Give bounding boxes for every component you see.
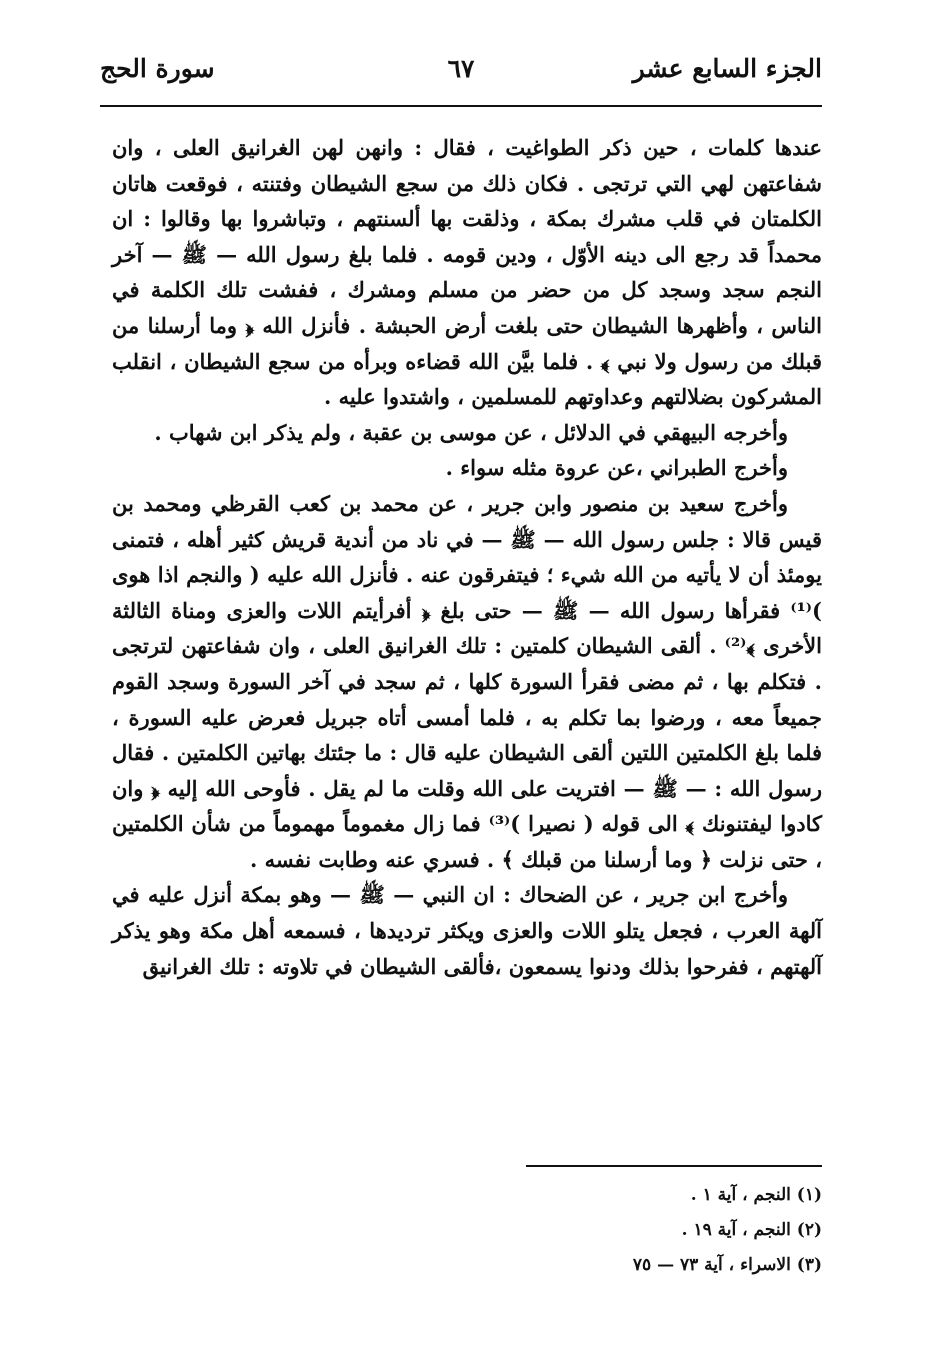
paragraph-2: وأخرجه البيهقي في الدلائل ، عن موسى بن عقبة ، ولم يذكر ابن شهاب . [154,419,788,445]
paragraph-4: وأخرج سعيد بن منصور وابن جرير ، عن محمد بن كعب القرظي ومحمد بن قيس قالا : جلس رسول الله — ﷺ — في ناد من أندية قريش كثير أهله ، فتمنى يومئذ أن لا يأتيه من الله شيء ؛ فيتفرقون عنه . فأنزل الله عليه ( والنجم اذا هوى )⁽¹⁾ فقرأها رسول الله — ﷺ — حتى بلغ ﴿ أفرأيتم اللات والعزى ومناة الثالثة الأخرى ﴾⁽²⁾ . ألقى الشيطان كلمتين : تلك الغرانيق العلى ، وان شفاعتهن لترتجى . فتكلم بها ، ثم مضى فقرأ السورة كلها ، ثم سجد في آخر السورة وسجد القوم جميعاً معه ، ورضوا بما تكلم به ، فلما أمسى أتاه جبريل فعرض عليه السورة ، فلما بلغ الكلمتين اللتين ألقى الشيطان عليه قال : ما جئتك بهاتين الكلمتين . فقال رسول الله : — ﷺ — افتريت على الله وقلت ما لم يقل . فأوحى الله إليه ﴿ وان كادوا ليفتنونك ﴾ الى قوله ( نصيرا )⁽³⁾ فما زال مغموماً مهموماً من شأن الكلمتين ، حتى نزلت ﴿ وما أرسلنا من قبلك ﴾ . فسري عنه وطابت نفسه . [112,490,822,872]
footnote-3: (٣) الاسراء ، آية ٧٣ — ٧٥ [632,1255,822,1275]
paragraph-1: عندها كلمات ، حين ذكر الطواغيت ، فقال : وانهن لهن الغرانيق العلى ، وان شفاعتهن لهي التي ترتجى . فكان ذلك من سجع الشيطان وفتنته ، فوقعت هاتان الكلمتان في قلب مشرك بمكة ، وذلقت بها ألسنتهم ، وتباشروا بها وقالوا : ان محمداً قد رجع الى دينه الأوّل ، ودين قومه . فلما بلغ رسول الله — ﷺ — آخر النجم سجد وسجد كل من حضر من مسلم ومشرك ، ففشت تلك الكلمة في الناس ، وأظهرها الشيطان حتى بلغت أرض الحبشة . فأنزل الله ﴿ وما أرسلنا من قبلك من رسول ولا نبي ﴾ . فلما بيَّن الله قضاءه وبرأه من سجع الشيطان ، انقلب المشركون بضلالتهم وعداوتهم للمسلمين ، واشتدوا عليه . [112,135,822,410]
running-header [100,40,822,98]
page-number: ٦٧ [447,54,475,83]
main-text [112,130,822,984]
paragraph-5: وأخرج ابن جرير ، عن الضحاك : ان النبي — ﷺ — وهو بمكة أنزل عليه في آلهة العرب ، فجعل يتلو اللات والعزى ويكثر ترديدها ، فسمعه أهل مكة وهو يذكر آلهتهم ، ففرحوا بذلك ودنوا يسمعون ،فألقى الشيطان في تلاوته : تلك الغرانيق [112,882,822,979]
footnote-divider [526,1165,822,1167]
footnote-2: (٢) النجم ، آية ١٩ . [681,1220,822,1240]
paragraph-3: وأخرج الطبراني ،عن عروة مثله سواء . [445,455,788,481]
header-divider [100,105,822,107]
footnote-1: (١) النجم ، آية ١ . [690,1185,822,1205]
surah-title: سورة الحج [100,54,215,83]
footnotes [400,1178,822,1283]
part-title: الجزء السابع عشر [632,54,822,83]
